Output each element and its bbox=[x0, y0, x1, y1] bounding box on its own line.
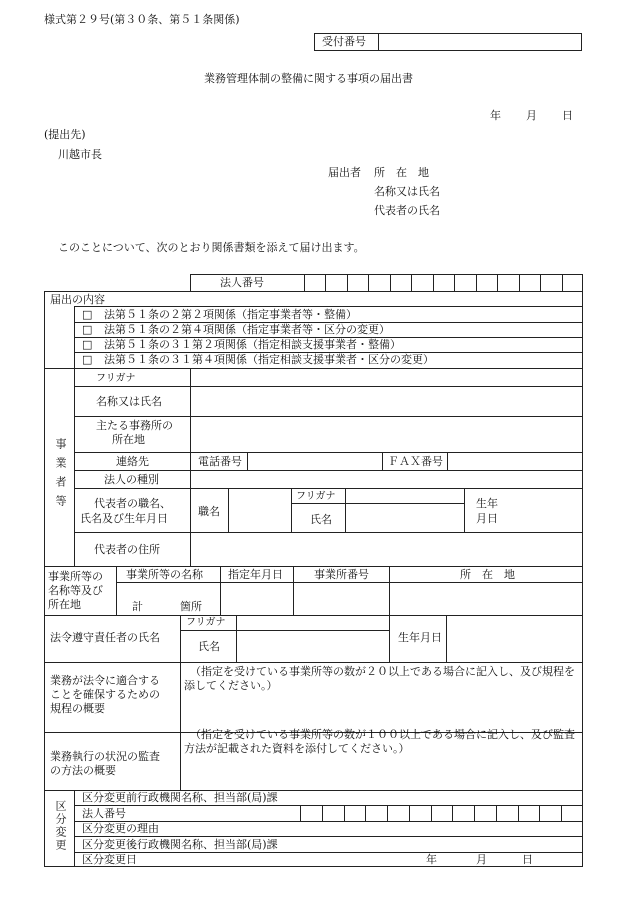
option-label-1: 法第５１条の２第２項関係（指定事業者等・整備） bbox=[104, 308, 357, 321]
content-label: 届出の内容 bbox=[50, 293, 105, 306]
offices-col-date: 指定年月日 bbox=[228, 568, 283, 581]
cell-divider bbox=[518, 805, 519, 821]
cell-divider bbox=[433, 274, 434, 292]
offices-col-address: 所 在 地 bbox=[460, 568, 515, 581]
rules-label-1: 業務が法令に適合する bbox=[50, 674, 160, 687]
corp-number-label: 法人番号 bbox=[220, 276, 264, 289]
cell-divider bbox=[409, 805, 410, 821]
position-label: 職名 bbox=[198, 505, 220, 518]
notifier-label: 届出者 bbox=[328, 166, 361, 179]
compliance-label: 法令遵守責任者の氏名 bbox=[50, 631, 160, 644]
cell-divider bbox=[368, 274, 369, 292]
cell-divider bbox=[365, 805, 366, 821]
intro-text: このことについて、次のとおり関係書類を添えて届け出ます。 bbox=[58, 241, 365, 254]
office-label-2: 所在地 bbox=[112, 433, 145, 446]
compliance-birth-label: 生年月日 bbox=[398, 631, 442, 644]
cell-divider bbox=[452, 805, 453, 821]
offices-label-3: 所在地 bbox=[48, 598, 81, 611]
option-label-3: 法第５１条の３１第２項関係（指定相談支援事業者・整備） bbox=[104, 338, 401, 351]
audit-label-1: 業務執行の状況の監査 bbox=[50, 750, 160, 763]
submit-to-label: (提出先) bbox=[44, 128, 86, 141]
offices-col-number: 事業所番号 bbox=[314, 568, 369, 581]
contact-label: 連絡先 bbox=[116, 455, 149, 468]
cell-divider bbox=[561, 805, 562, 821]
rules-label-3: 規程の概要 bbox=[50, 702, 105, 715]
date-day: 日 bbox=[562, 109, 573, 122]
change-date-day: 日 bbox=[522, 853, 533, 866]
reception-number-label: 受付番号 bbox=[322, 35, 366, 48]
office-label-1: 主たる事務所の bbox=[96, 419, 173, 432]
cell-divider bbox=[387, 805, 388, 821]
option-checkbox-3[interactable]: □ bbox=[82, 338, 93, 351]
submit-to: 川越市長 bbox=[58, 148, 102, 161]
change-corp-number-label: 法人番号 bbox=[82, 807, 126, 820]
rep-address-label: 代表者の住所 bbox=[94, 543, 160, 556]
form-number: 様式第２９号(第３０条、第５１条関係) bbox=[44, 13, 240, 26]
change-reason-label: 区分変更の理由 bbox=[82, 822, 159, 835]
cell-divider bbox=[322, 805, 323, 821]
option-checkbox-4[interactable]: □ bbox=[82, 353, 93, 366]
business-side-label: 事業者等 bbox=[54, 438, 67, 514]
cell-divider bbox=[347, 274, 348, 292]
rep-birth-label-1: 生年 bbox=[476, 497, 498, 510]
offices-total-label: 計 bbox=[132, 600, 143, 613]
option-checkbox-2[interactable]: □ bbox=[82, 323, 93, 336]
cell-divider bbox=[519, 274, 520, 292]
cell-divider bbox=[476, 274, 477, 292]
reception-number-field[interactable] bbox=[379, 34, 581, 50]
cell-divider bbox=[325, 274, 326, 292]
cell-divider bbox=[454, 274, 455, 292]
rules-note: （指定を受けている事業所等の数が２０以上である場合に記入し、及び規程を添してください。） bbox=[184, 665, 575, 692]
compliance-furigana-label: フリガナ bbox=[186, 617, 226, 628]
rep-birth-label-2: 月日 bbox=[476, 512, 498, 525]
phone-label: 電話番号 bbox=[198, 455, 242, 468]
option-label-4: 法第５１条の３１第４項関係（指定相談支援事業者・区分の変更） bbox=[104, 353, 434, 366]
offices-label-2: 名称等及び bbox=[48, 584, 103, 597]
offices-col-name: 事業所等の名称 bbox=[126, 568, 203, 581]
cell-divider bbox=[540, 274, 541, 292]
rep-furigana-label: フリガナ bbox=[296, 491, 336, 502]
corp-type-label: 法人の種別 bbox=[104, 473, 159, 486]
option-checkbox-1[interactable]: □ bbox=[82, 308, 93, 321]
date-month: 月 bbox=[526, 109, 537, 122]
change-after-org-label: 区分変更後行政機関名称、担当部(局)課 bbox=[82, 838, 278, 851]
rep-label-2: 氏名及び生年月日 bbox=[80, 512, 168, 525]
cell-divider bbox=[497, 274, 498, 292]
audit-label-2: の方法の概要 bbox=[50, 764, 116, 777]
business-name-label: 名称又は氏名 bbox=[96, 395, 162, 408]
change-date-month: 月 bbox=[476, 853, 487, 866]
fax-label: ＦＡＸ番号 bbox=[388, 455, 443, 468]
notifier-rep-label: 代表者の氏名 bbox=[374, 204, 440, 217]
cell-divider bbox=[390, 274, 391, 292]
cell-divider bbox=[539, 805, 540, 821]
notifier-address-label: 所 在 地 bbox=[374, 166, 429, 179]
change-before-org-label: 区分変更前行政機関名称、担当部(局)課 bbox=[82, 791, 278, 804]
offices-label-1: 事業所等の bbox=[48, 570, 103, 583]
audit-note: （指定を受けている事業所等の数が１００以上である場合に記入し、及び監査方法が記載された資料を添付してください。） bbox=[184, 728, 575, 755]
cell-divider bbox=[344, 805, 345, 821]
rep-name-label: 氏名 bbox=[310, 513, 332, 526]
cell-divider bbox=[431, 805, 432, 821]
offices-count-unit: 箇所 bbox=[180, 600, 202, 613]
cell-divider bbox=[411, 274, 412, 292]
form-title: 業務管理体制の整備に関する事項の届出書 bbox=[204, 72, 413, 85]
notifier-name-label: 名称又は氏名 bbox=[374, 185, 440, 198]
cell-divider bbox=[562, 274, 563, 292]
compliance-name-label: 氏名 bbox=[198, 640, 220, 653]
change-date-label: 区分変更日 bbox=[82, 853, 137, 866]
cell-divider bbox=[474, 805, 475, 821]
rep-label-1: 代表者の職名、 bbox=[94, 497, 171, 510]
option-label-2: 法第５１条の２第４項関係（指定事業者等・区分の変更） bbox=[104, 323, 390, 336]
date-year: 年 bbox=[490, 109, 501, 122]
change-side-label: 区分変更 bbox=[54, 800, 67, 852]
rules-label-2: ことを確保するための bbox=[50, 688, 160, 701]
change-date-year: 年 bbox=[426, 853, 437, 866]
cell-divider bbox=[496, 805, 497, 821]
business-furigana-label: フリガナ bbox=[96, 373, 136, 384]
